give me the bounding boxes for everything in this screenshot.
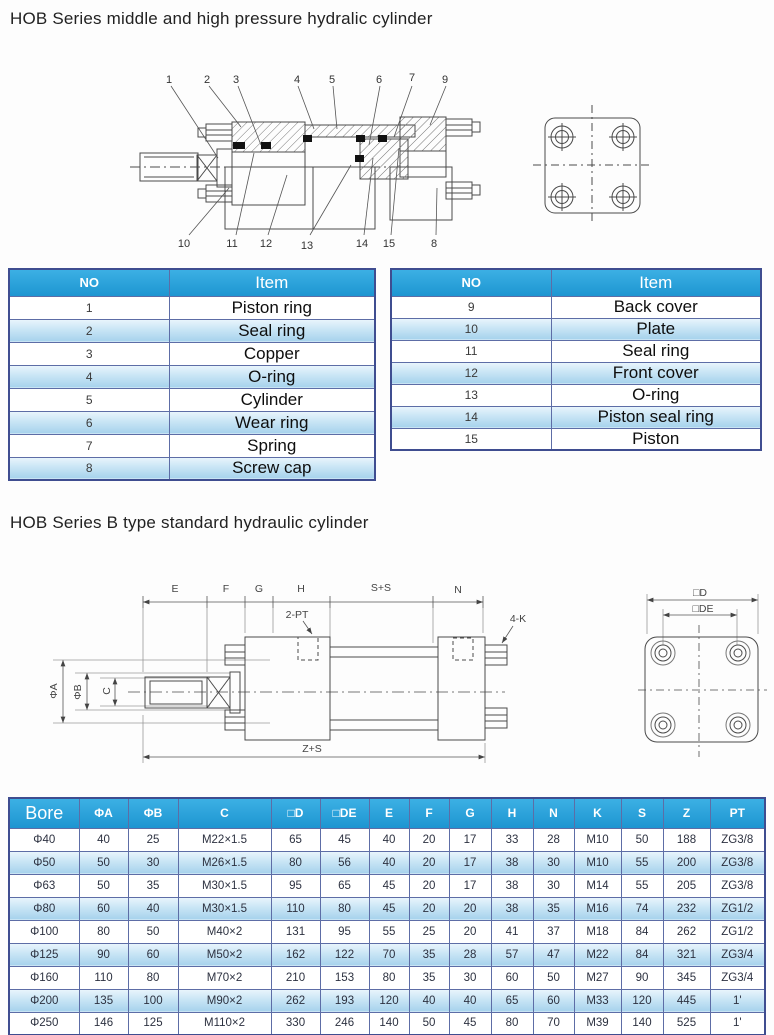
bolt-holes-2 bbox=[651, 641, 750, 737]
table-cell: Φ63 bbox=[9, 874, 79, 897]
table-cell: Φ125 bbox=[9, 943, 79, 966]
column-header: Z bbox=[663, 798, 710, 828]
dim-g-label: G bbox=[254, 583, 264, 595]
table-cell: Spring bbox=[169, 434, 375, 457]
table-cell: 45 bbox=[369, 897, 409, 920]
callout-15: 15 bbox=[382, 238, 396, 250]
callout-4: 4 bbox=[293, 74, 301, 86]
table-cell: 13 bbox=[391, 384, 551, 406]
port-2pt-label: 2-PT bbox=[285, 609, 309, 621]
table-cell: 80 bbox=[369, 966, 409, 989]
end-view-plate bbox=[533, 105, 652, 225]
table-cell: ZG3/8 bbox=[710, 828, 765, 851]
table-cell: 90 bbox=[621, 966, 663, 989]
table-cell: 70 bbox=[533, 1012, 574, 1035]
left-dimensions bbox=[53, 660, 270, 723]
table-cell: Φ160 bbox=[9, 966, 79, 989]
column-header: NO bbox=[9, 269, 169, 296]
table-cell: 45 bbox=[320, 828, 369, 851]
table-cell: 110 bbox=[271, 897, 320, 920]
table-cell: 345 bbox=[663, 966, 710, 989]
table-cell: 57 bbox=[491, 943, 533, 966]
table-cell: 30 bbox=[533, 874, 574, 897]
table-cell: 3 bbox=[9, 342, 169, 365]
table-cell: 40 bbox=[409, 989, 449, 1012]
column-header: E bbox=[369, 798, 409, 828]
table-cell: 55 bbox=[369, 920, 409, 943]
section-view bbox=[130, 117, 480, 229]
dim-phi-b-label: ΦB bbox=[72, 684, 84, 700]
table-cell: 210 bbox=[271, 966, 320, 989]
table-cell: 321 bbox=[663, 943, 710, 966]
parts-table-right bbox=[390, 268, 762, 451]
column-header: ΦA bbox=[79, 798, 128, 828]
column-header: PT bbox=[710, 798, 765, 828]
table-cell: 40 bbox=[449, 989, 491, 1012]
callout-11: 11 bbox=[226, 238, 238, 250]
table-cell: 9 bbox=[391, 296, 551, 318]
table-cell: 40 bbox=[128, 897, 178, 920]
callout-7: 7 bbox=[408, 72, 416, 84]
table-cell: 20 bbox=[409, 851, 449, 874]
table-cell: 50 bbox=[128, 920, 178, 943]
table-cell: 135 bbox=[79, 989, 128, 1012]
table-cell: 30 bbox=[533, 851, 574, 874]
table-cell: 6 bbox=[9, 411, 169, 434]
table-cell: 95 bbox=[320, 920, 369, 943]
table-cell: M18 bbox=[574, 920, 621, 943]
callout-12: 12 bbox=[259, 238, 273, 250]
table-cell: 120 bbox=[369, 989, 409, 1012]
table-row bbox=[9, 920, 765, 943]
callout-13: 13 bbox=[300, 240, 314, 252]
table-cell: 50 bbox=[621, 828, 663, 851]
table-cell: 17 bbox=[449, 828, 491, 851]
table-cell: 80 bbox=[271, 851, 320, 874]
table-cell: 40 bbox=[79, 828, 128, 851]
dim-square-d-label: □D bbox=[693, 587, 707, 599]
table-cell: M30×1.5 bbox=[178, 897, 271, 920]
table-cell: 12 bbox=[391, 362, 551, 384]
end-view-plate-2 bbox=[638, 625, 767, 757]
bore-table-header bbox=[9, 798, 765, 828]
table-cell: O-ring bbox=[169, 365, 375, 388]
table-cell: 17 bbox=[449, 851, 491, 874]
table-row bbox=[9, 989, 765, 1012]
table-cell: Wear ring bbox=[169, 411, 375, 434]
table-cell: 246 bbox=[320, 1012, 369, 1035]
header-row bbox=[391, 269, 761, 296]
table-cell: 84 bbox=[621, 943, 663, 966]
table-cell: 60 bbox=[128, 943, 178, 966]
table-cell: 140 bbox=[369, 1012, 409, 1035]
table-row bbox=[9, 1012, 765, 1035]
table-cell: 38 bbox=[491, 897, 533, 920]
table-row bbox=[391, 428, 761, 450]
table-cell: M10 bbox=[574, 828, 621, 851]
table-cell: ZG3/8 bbox=[710, 874, 765, 897]
table-cell: 65 bbox=[320, 874, 369, 897]
table-cell: 20 bbox=[409, 874, 449, 897]
table-cell: 30 bbox=[128, 851, 178, 874]
table-cell: 35 bbox=[409, 943, 449, 966]
dim-ss-label: S+S bbox=[370, 582, 392, 594]
table-cell: 330 bbox=[271, 1012, 320, 1035]
table-cell: 2 bbox=[9, 319, 169, 342]
table-cell: 28 bbox=[533, 828, 574, 851]
table-cell: 20 bbox=[409, 828, 449, 851]
table-cell: 60 bbox=[491, 966, 533, 989]
table-cell: ZG3/4 bbox=[710, 943, 765, 966]
table-cell: 20 bbox=[449, 920, 491, 943]
table-row bbox=[9, 319, 375, 342]
dim-phi-a-label: ΦA bbox=[48, 683, 60, 699]
table-cell: 232 bbox=[663, 897, 710, 920]
table-cell: 525 bbox=[663, 1012, 710, 1035]
callout-9: 9 bbox=[441, 74, 449, 86]
table-cell: 10 bbox=[391, 318, 551, 340]
table-cell: Φ80 bbox=[9, 897, 79, 920]
dim-c-label: C bbox=[101, 687, 113, 695]
table-cell: 60 bbox=[533, 989, 574, 1012]
table-cell: 80 bbox=[491, 1012, 533, 1035]
table-cell: 41 bbox=[491, 920, 533, 943]
table-cell: 162 bbox=[271, 943, 320, 966]
table-row bbox=[9, 342, 375, 365]
top-dimension-chain bbox=[143, 596, 483, 672]
table-row bbox=[391, 340, 761, 362]
column-header: NO bbox=[391, 269, 551, 296]
table-cell: 50 bbox=[79, 874, 128, 897]
table-cell: ZG1/2 bbox=[710, 920, 765, 943]
column-header: K bbox=[574, 798, 621, 828]
callout-6: 6 bbox=[375, 74, 383, 86]
callout-14: 14 bbox=[355, 238, 369, 250]
table-cell: 200 bbox=[663, 851, 710, 874]
table-cell: 4 bbox=[9, 365, 169, 388]
table-cell: M39 bbox=[574, 1012, 621, 1035]
table-cell: Φ50 bbox=[9, 851, 79, 874]
table-cell: 445 bbox=[663, 989, 710, 1012]
callout-10: 10 bbox=[177, 238, 191, 250]
table-cell: M16 bbox=[574, 897, 621, 920]
table-cell: 50 bbox=[79, 851, 128, 874]
table-cell: M30×1.5 bbox=[178, 874, 271, 897]
table-row bbox=[9, 296, 375, 319]
table-cell: 1' bbox=[710, 989, 765, 1012]
table-cell: 50 bbox=[409, 1012, 449, 1035]
table-row bbox=[9, 851, 765, 874]
table-cell: Piston bbox=[551, 428, 761, 450]
table-cell: 262 bbox=[271, 989, 320, 1012]
table-cell: 25 bbox=[409, 920, 449, 943]
column-header: ΦB bbox=[128, 798, 178, 828]
table-cell: 65 bbox=[271, 828, 320, 851]
table-row bbox=[391, 318, 761, 340]
column-header: N bbox=[533, 798, 574, 828]
table-cell: O-ring bbox=[551, 384, 761, 406]
table-cell: 122 bbox=[320, 943, 369, 966]
table-row bbox=[9, 388, 375, 411]
table-cell: 55 bbox=[621, 851, 663, 874]
table-cell: 33 bbox=[491, 828, 533, 851]
table-cell: Front cover bbox=[551, 362, 761, 384]
table-cell: 35 bbox=[128, 874, 178, 897]
header-row bbox=[9, 269, 375, 296]
table-cell: 131 bbox=[271, 920, 320, 943]
column-header: C bbox=[178, 798, 271, 828]
cylinder-outline bbox=[128, 637, 507, 740]
table-cell: 90 bbox=[79, 943, 128, 966]
table-row bbox=[9, 828, 765, 851]
table-cell: 84 bbox=[621, 920, 663, 943]
table-row bbox=[391, 384, 761, 406]
table-cell: M26×1.5 bbox=[178, 851, 271, 874]
table-cell: 14 bbox=[391, 406, 551, 428]
table-cell: Piston ring bbox=[169, 296, 375, 319]
table-row bbox=[391, 406, 761, 428]
table-cell: 205 bbox=[663, 874, 710, 897]
table-cell: 5 bbox=[9, 388, 169, 411]
table-cell: 80 bbox=[79, 920, 128, 943]
table-cell: M40×2 bbox=[178, 920, 271, 943]
table-cell: 7 bbox=[9, 434, 169, 457]
column-header: G bbox=[449, 798, 491, 828]
callout-1: 1 bbox=[165, 74, 173, 86]
table-cell: M70×2 bbox=[178, 966, 271, 989]
column-header: Item bbox=[551, 269, 761, 296]
dim-zs-label: Z+S bbox=[302, 743, 322, 755]
hydraulic-cylinder-cross-section-diagram bbox=[0, 55, 774, 267]
table-cell: 50 bbox=[533, 966, 574, 989]
column-header: □D bbox=[271, 798, 320, 828]
dim-square-de-label: □DE bbox=[692, 603, 714, 615]
table-cell: M90×2 bbox=[178, 989, 271, 1012]
table-cell: 37 bbox=[533, 920, 574, 943]
table-cell: ZG3/4 bbox=[710, 966, 765, 989]
table-cell: 15 bbox=[391, 428, 551, 450]
table-cell: M33 bbox=[574, 989, 621, 1012]
table-cell: 1' bbox=[710, 1012, 765, 1035]
page-title-b-type-cylinder: HOB Series B type standard hydraulic cylinder bbox=[10, 513, 369, 532]
column-header: F bbox=[409, 798, 449, 828]
table-row bbox=[391, 362, 761, 384]
column-header: H bbox=[491, 798, 533, 828]
table-cell: 45 bbox=[369, 874, 409, 897]
callout-3: 3 bbox=[232, 74, 240, 86]
dim-e-label: E bbox=[171, 583, 179, 595]
table-cell: 35 bbox=[409, 966, 449, 989]
callout-5: 5 bbox=[328, 74, 336, 86]
table-cell: Φ100 bbox=[9, 920, 79, 943]
table-cell: 40 bbox=[369, 851, 409, 874]
bottom-dimension bbox=[143, 715, 485, 763]
dim-f-label: F bbox=[222, 583, 230, 595]
table-cell: Φ40 bbox=[9, 828, 79, 851]
table-cell: 120 bbox=[621, 989, 663, 1012]
table-cell: 56 bbox=[320, 851, 369, 874]
tierod-4k-label: 4-K bbox=[509, 613, 527, 625]
callout-8: 8 bbox=[430, 238, 438, 250]
table-cell: M110×2 bbox=[178, 1012, 271, 1035]
table-cell: Piston seal ring bbox=[551, 406, 761, 428]
table-row bbox=[391, 296, 761, 318]
table-cell: Back cover bbox=[551, 296, 761, 318]
table-cell: 11 bbox=[391, 340, 551, 362]
table-cell: M10 bbox=[574, 851, 621, 874]
table-cell: 8 bbox=[9, 457, 169, 480]
table-cell: 20 bbox=[449, 897, 491, 920]
callout-2: 2 bbox=[203, 74, 211, 86]
table-cell: 74 bbox=[621, 897, 663, 920]
column-header: Item bbox=[169, 269, 375, 296]
table-cell: 80 bbox=[128, 966, 178, 989]
column-header: Bore bbox=[9, 798, 79, 828]
column-header: S bbox=[621, 798, 663, 828]
table-cell: Φ200 bbox=[9, 989, 79, 1012]
table-cell: Screw cap bbox=[169, 457, 375, 480]
table-cell: ZG1/2 bbox=[710, 897, 765, 920]
table-cell: 38 bbox=[491, 874, 533, 897]
table-cell: 80 bbox=[320, 897, 369, 920]
table-cell: M27 bbox=[574, 966, 621, 989]
table-cell: 125 bbox=[128, 1012, 178, 1035]
table-cell: 35 bbox=[533, 897, 574, 920]
table-row bbox=[9, 457, 375, 480]
table-cell: 188 bbox=[663, 828, 710, 851]
table-cell: 47 bbox=[533, 943, 574, 966]
table-cell: M14 bbox=[574, 874, 621, 897]
table-cell: 146 bbox=[79, 1012, 128, 1035]
table-cell: 28 bbox=[449, 943, 491, 966]
table-cell: 45 bbox=[449, 1012, 491, 1035]
table-cell: 60 bbox=[79, 897, 128, 920]
table-cell: M22×1.5 bbox=[178, 828, 271, 851]
b-type-cylinder-dimension-diagram bbox=[0, 560, 774, 795]
bore-dimension-table bbox=[8, 797, 766, 1035]
table-cell: Copper bbox=[169, 342, 375, 365]
table-cell: Seal ring bbox=[551, 340, 761, 362]
table-cell: M50×2 bbox=[178, 943, 271, 966]
table-cell: 70 bbox=[369, 943, 409, 966]
table-cell: Seal ring bbox=[169, 319, 375, 342]
parts-table-left bbox=[8, 268, 376, 481]
dim-n-label: N bbox=[454, 584, 462, 596]
page-title-pressure-cylinder: HOB Series middle and high pressure hydralic cylinder bbox=[10, 9, 433, 28]
table-cell: 110 bbox=[79, 966, 128, 989]
table-cell: 140 bbox=[621, 1012, 663, 1035]
table-cell: 30 bbox=[449, 966, 491, 989]
header-row bbox=[9, 798, 765, 828]
table-cell: Φ250 bbox=[9, 1012, 79, 1035]
column-header: □DE bbox=[320, 798, 369, 828]
table-row bbox=[9, 966, 765, 989]
dim-h-label: H bbox=[297, 583, 305, 595]
table-row bbox=[9, 874, 765, 897]
table-cell: 1 bbox=[9, 296, 169, 319]
table-row bbox=[9, 897, 765, 920]
table-cell: 193 bbox=[320, 989, 369, 1012]
table-cell: ZG3/8 bbox=[710, 851, 765, 874]
table-row bbox=[9, 365, 375, 388]
table-row bbox=[9, 434, 375, 457]
table-cell: Plate bbox=[551, 318, 761, 340]
table-cell: 20 bbox=[409, 897, 449, 920]
table-cell: 25 bbox=[128, 828, 178, 851]
table-cell: 38 bbox=[491, 851, 533, 874]
table-row bbox=[9, 943, 765, 966]
table-row bbox=[9, 411, 375, 434]
table-cell: 100 bbox=[128, 989, 178, 1012]
table-cell: 95 bbox=[271, 874, 320, 897]
table-cell: 55 bbox=[621, 874, 663, 897]
top-dimension-labels bbox=[171, 582, 461, 596]
parts-table-right-header bbox=[391, 269, 761, 296]
table-cell: 65 bbox=[491, 989, 533, 1012]
table-cell: 40 bbox=[369, 828, 409, 851]
parts-table-left-header bbox=[9, 269, 375, 296]
table-cell: Cylinder bbox=[169, 388, 375, 411]
table-cell: M22 bbox=[574, 943, 621, 966]
table-cell: 262 bbox=[663, 920, 710, 943]
table-cell: 153 bbox=[320, 966, 369, 989]
table-cell: 17 bbox=[449, 874, 491, 897]
